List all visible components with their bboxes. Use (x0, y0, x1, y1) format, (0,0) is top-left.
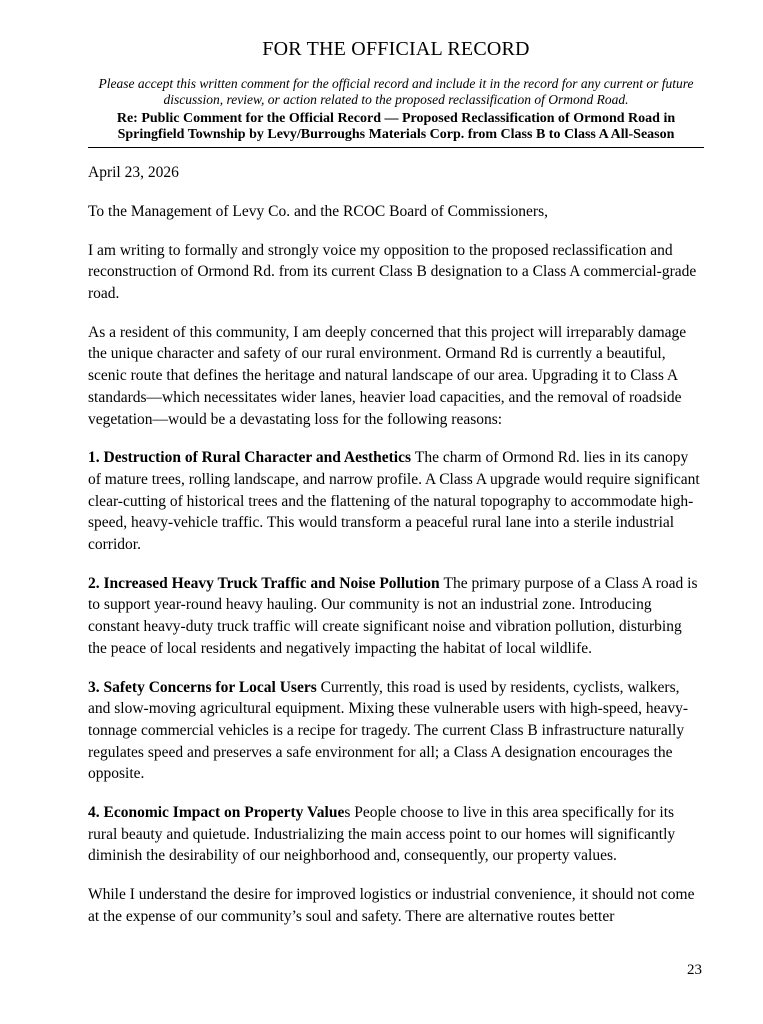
page-number: 23 (687, 962, 702, 978)
paragraph-bold-lead: 4. Economic Impact on Property Value (88, 804, 345, 822)
paragraph-text: I am writing to formally and strongly voice my opposition to the proposed reclassification and reconstruction of Ormond Rd. from its current Class B designation to a Class A commercial-grade road. (88, 241, 697, 302)
paragraph-text: Currently, this road is used by residents, cyclists, walkers, and slow-moving agricultural equipment. Mixing these vulnerable users with high-speed, heavy-tonnage commercial vehicles is a recipe for tragedy. The current Class B infrastructure naturally regulates speed and preserves a safe environment for all; a Class A designation encourages the opposite. (88, 678, 689, 783)
letter-paragraph (88, 240, 704, 305)
letter-date: April 23, 2026 (88, 164, 179, 182)
letter-paragraph (88, 322, 704, 431)
letter-body (88, 162, 704, 927)
document-header (88, 38, 704, 148)
letter-paragraph (88, 884, 704, 927)
paragraph-bold-lead: 1. Destruction of Rural Character and Aesthetics (88, 449, 415, 467)
letter-paragraph (88, 802, 704, 867)
header-divider (88, 147, 704, 148)
subject-line: Re: Public Comment for the Official Record — Proposed Reclassification of Ormond Road in Springfield Township by Levy/Burroughs Materials Corp. from Class B to Class A All-Season (116, 110, 676, 142)
paragraph-text: s People choose to live in this area specifically for its rural beauty and quietude. Industrializing the main access point to our homes will significantly diminish the desirability of our neighborhood and, consequently, our property values. (88, 804, 676, 865)
paragraph-bold-lead: 2. Increased Heavy Truck Traffic and Noise Pollution (88, 574, 444, 592)
record-preamble-note: Please accept this written comment for the official record and include it in the record for any current or future discussion, review, or action related to the proposed reclassification of Ormond Road. (98, 76, 694, 108)
document-content (88, 0, 704, 945)
paragraph-text: The charm of Ormond Rd. lies in its canopy of mature trees, rolling landscape, and narrow profile. A Class A upgrade would require significant clear-cutting of historical trees and the flattening of the natural topography to accommodate high-speed, heavy-vehicle traffic. This would transform a peaceful rural lane into a sterile industrial corridor. (88, 449, 700, 554)
letter-salutation: To the Management of Levy Co. and the RCOC Board of Commissioners, (88, 202, 548, 220)
document-title: FOR THE OFFICIAL RECORD (262, 38, 530, 60)
letter-paragraph (88, 573, 704, 660)
paragraph-text: The primary purpose of a Class A road is to support year-round heavy hauling. Our community is not an industrial zone. Introducing constant heavy-duty truck traffic will create significant noise and vibration pollution, disturbing the peace of local residents and negatively impacting the habitat of local wildlife. (88, 574, 698, 657)
paragraph-bold-lead: 3. Safety Concerns for Local Users (88, 678, 321, 696)
letter-paragraph (88, 677, 704, 786)
paragraph-text: As a resident of this community, I am deeply concerned that this project will irreparably damage the unique character and safety of our rural environment. Ormand Rd is currently a beautiful, scenic route that defines the heritage and natural landscape of our area. Upgrading it to Class A standards—which necessitates wider lanes, heavier load capacities, and the removal of roadside vegetation—would be a devastating loss for the following reasons: (88, 323, 687, 428)
letter-paragraphs (88, 240, 704, 928)
paragraph-text: While I understand the desire for improved logistics or industrial convenience, it should not come at the expense of our community’s soul and safety. There are alternative routes better (88, 886, 695, 925)
letter-paragraph (88, 447, 704, 556)
